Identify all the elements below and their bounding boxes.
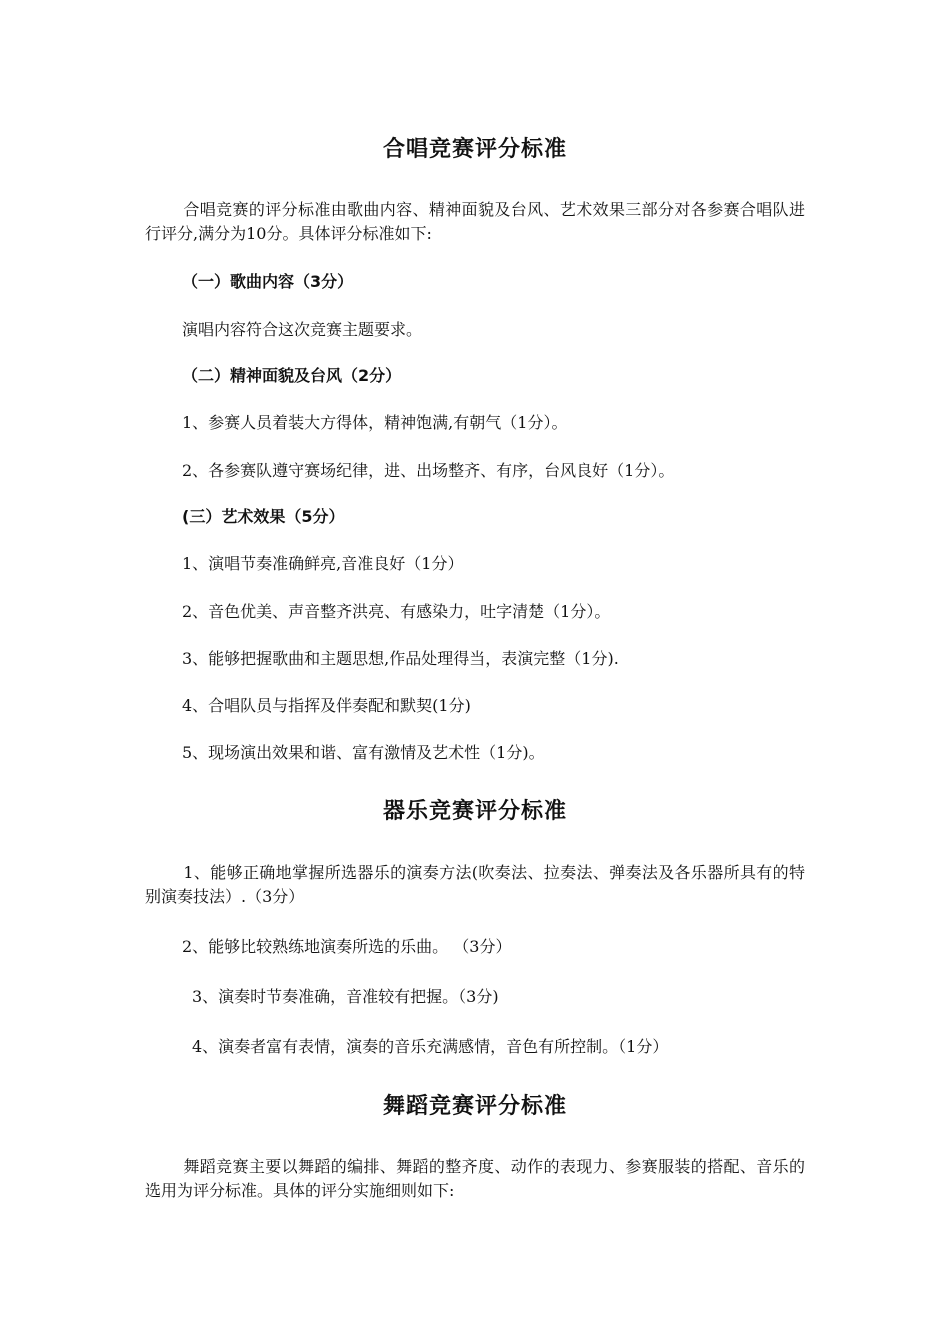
- choir-section3-item-1: 1、演唱节奏准确鲜亮,音准良好（1分）: [182, 554, 464, 573]
- choir-section3-item-2: 2、音色优美、声音整齐洪亮、有感染力，吐字清楚（1分）。: [182, 602, 611, 621]
- choir-section3-item-5: 5、现场演出效果和谐、富有激情及艺术性（1分)。: [182, 743, 545, 762]
- choir-section2-item-2: 2、各参赛队遵守赛场纪律，进、出场整齐、有序，台风良好（1分）。: [182, 461, 675, 480]
- instrumental-item-2: 2、能够比较熟练地演奏所选的乐曲。 （3分）: [182, 937, 512, 956]
- instrumental-item-4: 4、演奏者富有表情，演奏的音乐充满感情，音色有所控制。（1分）: [192, 1037, 669, 1056]
- dance-intro: 舞蹈竞赛主要以舞蹈的编排、舞蹈的整齐度、动作的表现力、参赛服装的搭配、音乐的选用为评分标准。具体的评分实施细则如下:: [145, 1157, 805, 1200]
- choir-section2-heading: （二）精神面貌及台风（2分）: [182, 366, 402, 385]
- choir-section1-item: 演唱内容符合这次竞赛主题要求。: [182, 320, 423, 339]
- choir-section3-item-3: 3、能够把握歌曲和主题思想,作品处理得当，表演完整（1分).: [182, 649, 619, 668]
- instrumental-item-1: 1、能够正确地掌握所选器乐的演奏方法(吹奏法、拉奏法、弹奏法及各乐器所具有的特别演奏技法）.（3分）: [145, 863, 805, 906]
- choir-section3-heading: (三）艺术效果（5分）: [182, 507, 345, 526]
- instrumental-title: 器乐竞赛评分标准: [382, 799, 567, 824]
- instrumental-item-3: 3、演奏时节奏准确，音准较有把握。（3分): [192, 987, 499, 1006]
- choir-section2-item-1: 1、参赛人员着装大方得体，精神饱满,有朝气（1分）。: [182, 413, 568, 432]
- choir-title: 合唱竞赛评分标准: [382, 137, 567, 162]
- choir-section3-item-4: 4、合唱队员与指挥及伴奏配和默契(1分): [182, 696, 471, 715]
- choir-section1-heading: （一）歌曲内容（3分）: [182, 272, 354, 291]
- choir-intro: 合唱竞赛的评分标准由歌曲内容、精神面貌及台风、艺术效果三部分对各参赛合唱队进行评分,满分为10分。具体评分标准如下:: [145, 200, 805, 243]
- dance-title: 舞蹈竞赛评分标准: [382, 1094, 567, 1119]
